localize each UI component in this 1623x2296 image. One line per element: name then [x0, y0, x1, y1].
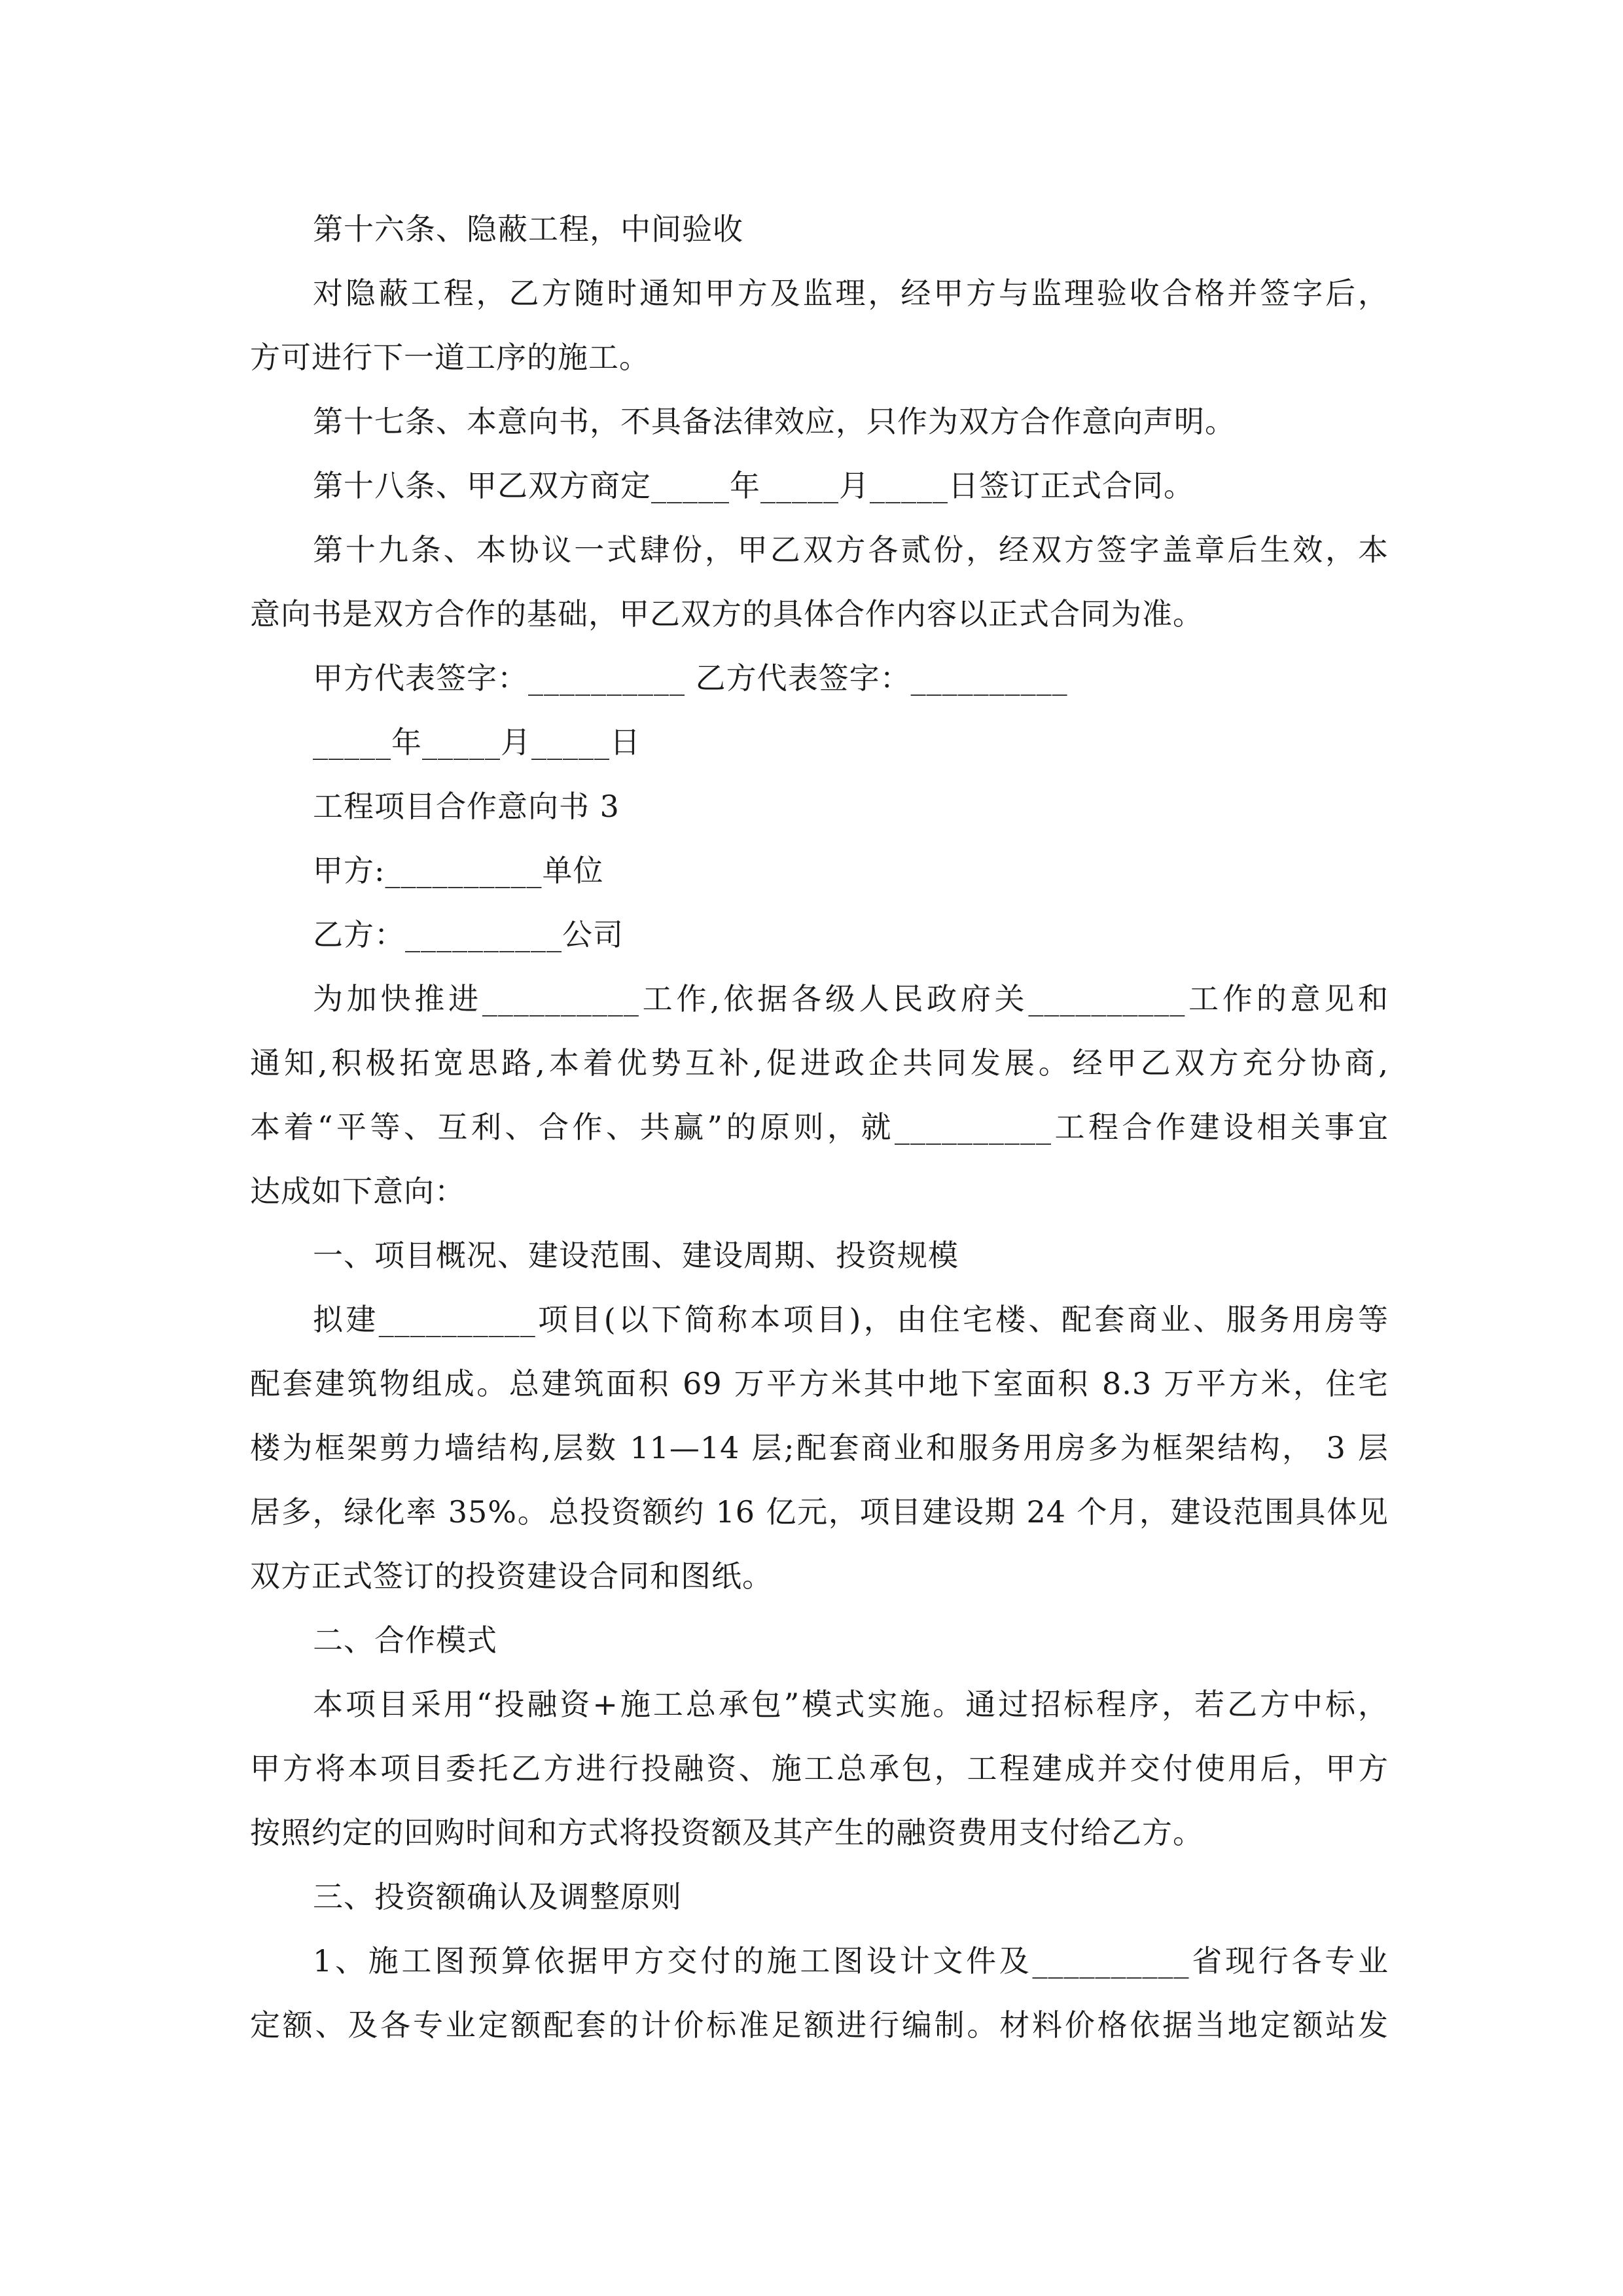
- paragraph-line: 对隐蔽工程，乙方随时通知甲方及监理，经甲方与监理验收合格并签字后，: [313, 276, 1389, 311]
- paragraph-line: 拟建__________项目(以下简称本项目)，由住宅楼、配套商业、服务用房等: [313, 1302, 1389, 1337]
- clause-16-heading: 第十六条、隐蔽工程，中间验收: [313, 211, 743, 247]
- paragraph-line: 本项目采用“投融资+施工总承包”模式实施。通过招标程序，若乙方中标，: [313, 1687, 1389, 1722]
- paragraph-line: 通知,积极拓宽思路,本着优势互补,促进政企共同发展。经甲乙双方充分协商,: [250, 1045, 1389, 1081]
- paragraph-line: 甲方将本项目委托乙方进行投融资、施工总承包，工程建成并交付使用后，甲方: [250, 1751, 1389, 1786]
- paragraph-line: 定额、及各专业定额配套的计价标准足额进行编制。材料价格依据当地定额站发: [250, 2007, 1389, 2043]
- paragraph-line: 配套建筑物组成。总建筑面积 69 万平方米其中地下室面积 8.3 万平方米，住宅: [250, 1366, 1389, 1401]
- clause-19: 第十九条、本协议一式肆份，甲乙双方各贰份，经双方签字盖章后生效，本: [313, 532, 1389, 567]
- paragraph-line: 双方正式签订的投资建设合同和图纸。: [250, 1558, 773, 1594]
- heading-two: 二、合作模式: [313, 1623, 497, 1658]
- paragraph-line: 方可进行下一道工序的施工。: [250, 340, 650, 375]
- paragraph-line: 按照约定的回购时间和方式将投资额及其产生的融资费用支付给乙方。: [250, 1815, 1204, 1850]
- clause-17: 第十七条、本意向书，不具备法律效应，只作为双方合作意向声明。: [313, 404, 1236, 439]
- paragraph-line: 本着“平等、互利、合作、共赢”的原则，就__________工程合作建设相关事宜: [250, 1109, 1389, 1145]
- party-a-line: 甲方:__________单位: [313, 853, 604, 888]
- paragraph-line: 意向书是双方合作的基础，甲乙双方的具体合作内容以正式合同为准。: [250, 596, 1204, 632]
- date-line: _____年_____月_____日: [313, 725, 641, 760]
- paragraph-line: 居多，绿化率 35%。总投资额约 16 亿元，项目建设期 24 个月，建设范围具体见: [250, 1494, 1389, 1530]
- paragraph-line: 1、施工图预算依据甲方交付的施工图设计文件及__________省现行各专业: [313, 1943, 1389, 1979]
- clause-18: 第十八条、甲乙双方商定_____年_____月_____日签订正式合同。: [313, 468, 1194, 503]
- paragraph-line: 达成如下意向：: [250, 1174, 465, 1209]
- heading-one: 一、项目概况、建设范围、建设周期、投资规模: [313, 1238, 959, 1273]
- paragraph-line: 为加快推进__________工作,依据各级人民政府关__________工作的意见和: [313, 981, 1389, 1016]
- paragraph-line: 楼为框架剪力墙结构,层数 11—14 层;配套商业和服务用房多为框架结构， 3 层: [250, 1430, 1389, 1465]
- section-title: 工程项目合作意向书 3: [313, 789, 620, 824]
- heading-three: 三、投资额确认及调整原则: [313, 1879, 682, 1914]
- signature-line: 甲方代表签字：__________ 乙方代表签字：__________: [313, 660, 1068, 696]
- party-b-line: 乙方：__________公司: [313, 917, 624, 952]
